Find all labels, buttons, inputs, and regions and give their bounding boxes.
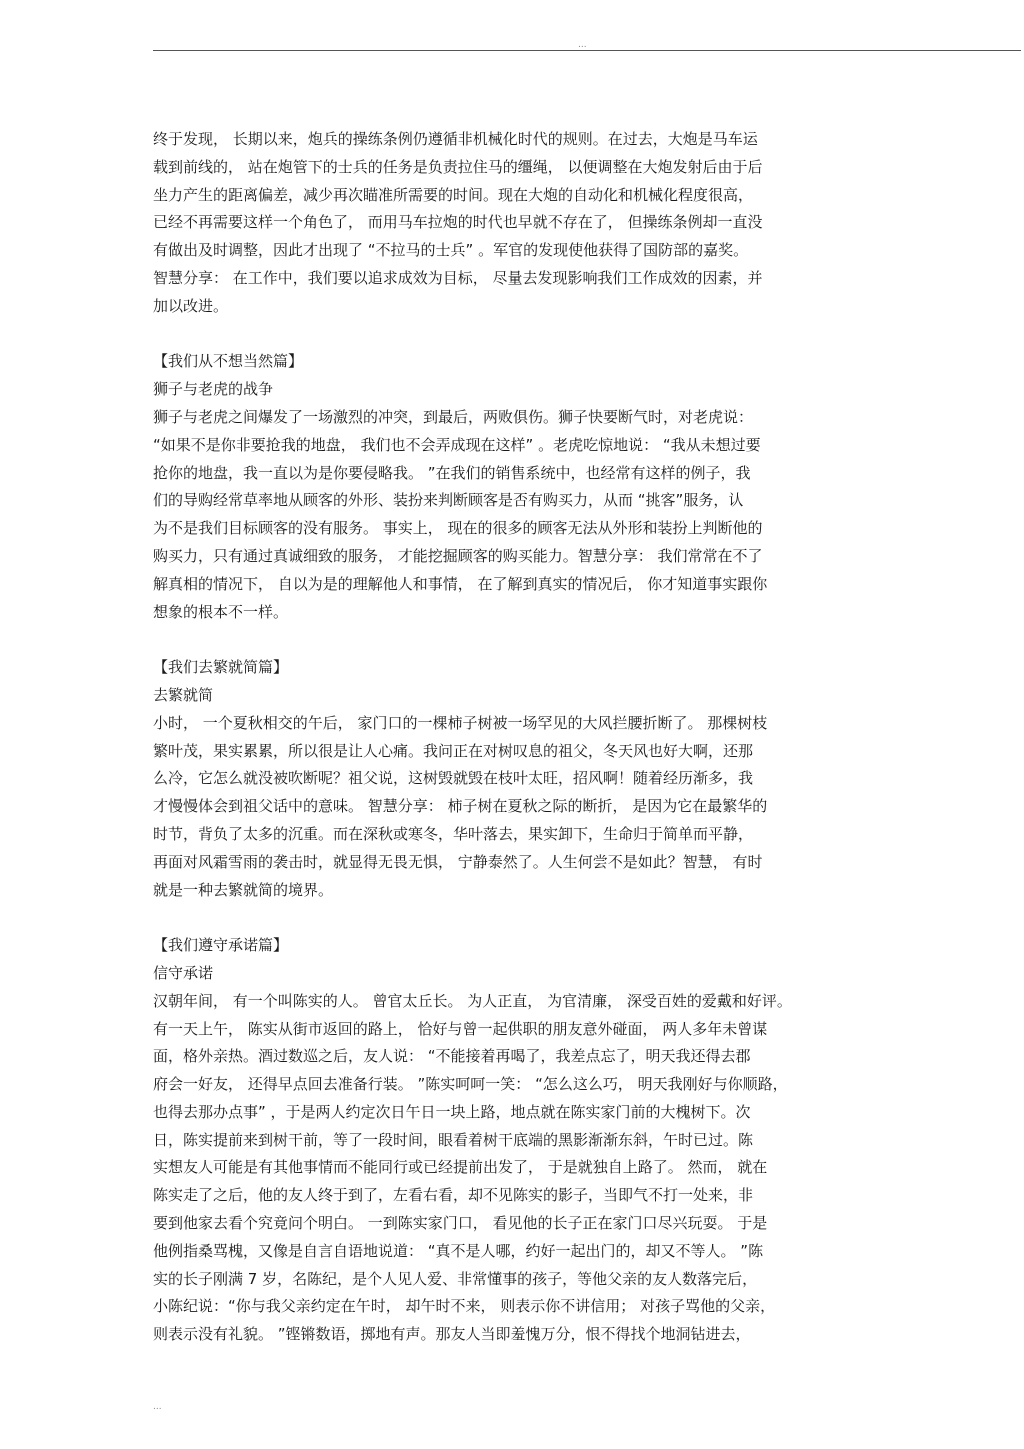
paragraph-line: 繁叶茂，果实累累，所以很是让人心痛。我问正在对树叹息的祖父，冬天风也好大啊，还那 [153, 741, 754, 760]
paragraph-line: 么冷，它怎么就没被吹断呢？祖父说，这树毁就毁在枝叶太旺，招风啊！随着经历渐多，我 [153, 769, 754, 788]
paragraph-line: 解真相的情况下， 自以为是的理解他人和事情， 在了解到真实的情况后， 你才知道事实跟你 [153, 574, 768, 593]
header-rule [153, 50, 1021, 51]
paragraph-line: 小陈纪说：“你与我父亲约定在午时， 却午时不来， 则表示你不讲信用； 对孩子骂他的父亲， [153, 1297, 776, 1316]
section-heading: 【我们遵守承诺篇】 [153, 936, 289, 955]
paragraph-line: 陈实走了之后，他的友人终于到了，左看右看，却不见陈实的影子，当即气不打一处来，非 [153, 1186, 754, 1205]
paragraph-line: 他例指桑骂槐，又像是自言自语地说道： “真不是人哪，约好一起出门的，却又不等人。 ”陈 [153, 1241, 764, 1260]
paragraph-line: 狮子与老虎之间爆发了一场激烈的冲突，到最后，两败俱伤。狮子快要断气时，对老虎说： [153, 407, 754, 426]
section-intro [153, 126, 868, 321]
paragraph-line: 为不是我们目标顾客的没有服务。 事实上， 现在的很多的顾客无法从外形和装扮上判断他的 [153, 519, 763, 538]
paragraph-line: 抢你的地盘，我一直以为是你要侵略我。 ”在我们的销售系统中，也经常有这样的例子，我 [153, 463, 751, 482]
story-title: 去繁就简 [153, 685, 214, 704]
paragraph-line: 载到前线的， 站在炮管下的士兵的任务是负责拉住马的缰绳， 以便调整在大炮发射后由于后 [153, 157, 763, 176]
paragraph-line: 就是一种去繁就简的境界。 [153, 880, 334, 899]
footer-mark: ... [153, 1402, 162, 1412]
spacer [153, 626, 868, 654]
section-heading: 【我们去繁就简篇】 [153, 658, 289, 677]
story-title: 狮子与老虎的战争 [153, 380, 274, 399]
paragraph-line: 面，格外亲热。酒过数巡之后，友人说： “不能接着再喝了，我差点忘了，明天我还得去郡 [153, 1047, 751, 1066]
paragraph-line: 府会一好友， 还得早点回去准备行装。 ”陈实呵呵一笑： “怎么这么巧， 明天我刚好与你顺路， [153, 1075, 788, 1094]
paragraph-line: 加以改进。 [153, 296, 229, 315]
paragraph-line: 要到他家去看个究竟问个明白。 一到陈实家门口， 看见他的长子正在家门口尽兴玩耍。 于是 [153, 1214, 768, 1233]
paragraph-line: 已经不再需要这样一个角色了， 而用马车拉炮的时代也早就不存在了， 但操练条例却一直没 [153, 213, 763, 232]
story-title: 信守承诺 [153, 963, 214, 982]
paragraph-line: 小时， 一个夏秋相交的午后， 家门口的一棵柿子树被一场罕见的大风拦腰折断了。 那棵树枝 [153, 713, 768, 732]
paragraph-line: 日，陈实提前来到树干前，等了一段时间，眼看着树干底端的黑影渐渐东斜，午时已过。陈 [153, 1130, 754, 1149]
document-body [153, 126, 868, 1349]
section-promise [153, 932, 868, 1349]
paragraph-line: 也得去那办点事” ，于是两人约定次日午日一块上路，地点就在陈实家门前的大槐树下。次 [153, 1102, 751, 1121]
spacer [153, 904, 868, 932]
paragraph-line: 才慢慢体会到祖父话中的意味。 智慧分享： 柿子树在夏秋之际的断折， 是因为它在最繁华的 [153, 797, 768, 816]
paragraph-line: 终于发现， 长期以来，炮兵的操练条例仍遵循非机械化时代的规则。在过去，大炮是马车运 [153, 130, 758, 148]
paragraph-line: 智慧分享： 在工作中，我们要以追求成效为目标， 尽量去发现影响我们工作成效的因素，并 [153, 268, 763, 287]
paragraph-line: 想象的根本不一样。 [153, 602, 289, 621]
paragraph-line: 则表示没有礼貌。 ”铿锵数语，掷地有声。那友人当即羞愧万分，恨不得找个地洞钻进去， [153, 1325, 751, 1344]
paragraph-line: 实的长子刚满 7 岁，名陈纪，是个人见人爱、非常懂事的孩子，等他父亲的友人数落完后， [153, 1269, 758, 1288]
paragraph-line: 再面对风霜雪雨的袭击时，就显得无畏无惧， 宁静泰然了。人生何尝不是如此？智慧， 有时 [153, 852, 763, 871]
paragraph-line: 有一天上午， 陈实从街市返回的路上， 恰好与曾一起供职的朋友意外碰面， 两人多年未曾谋 [153, 1019, 768, 1038]
section-heading: 【我们从不想当然篇】 [153, 352, 304, 371]
spacer [153, 321, 868, 349]
paragraph-line: 有做出及时调整，因此才出现了 “不拉马的士兵” 。军官的发现使他获得了国防部的嘉奖。 [153, 241, 749, 260]
paragraph-line: “如果不是你非要抢我的地盘， 我们也不会弄成现在这样” 。老虎吃惊地说： “我从未想过要 [153, 435, 761, 454]
section-assumptions [153, 348, 868, 626]
paragraph-line: 购买力，只有通过真诚细致的服务， 才能挖掘顾客的购买能力。智慧分享： 我们常常在不了 [153, 546, 763, 565]
paragraph-line: 坐力产生的距离偏差，减少再次瞄准所需要的时间。现在大炮的自动化和机械化程度很高， [153, 185, 754, 204]
section-simplicity [153, 654, 868, 904]
paragraph-line: 实想友人可能是有其他事情而不能同行或已经提前出发了， 于是就独自上路了。 然而， 就在 [153, 1158, 768, 1177]
paragraph-line: 时节，背负了太多的沉重。而在深秋或寒冬，华叶落去，果实卸下，生命归于简单而平静， [153, 824, 754, 843]
header-mark: ... [578, 40, 587, 50]
paragraph-line: 们的导购经常草率地从顾客的外形、装扮来判断顾客是否有购买力，从而 “挑客”服务，认 [153, 491, 744, 510]
paragraph-line: 汉朝年间， 有一个叫陈实的人。 曾官太丘长。 为人正直， 为官清廉， 深受百姓的爱戴和好评。 [153, 991, 792, 1010]
